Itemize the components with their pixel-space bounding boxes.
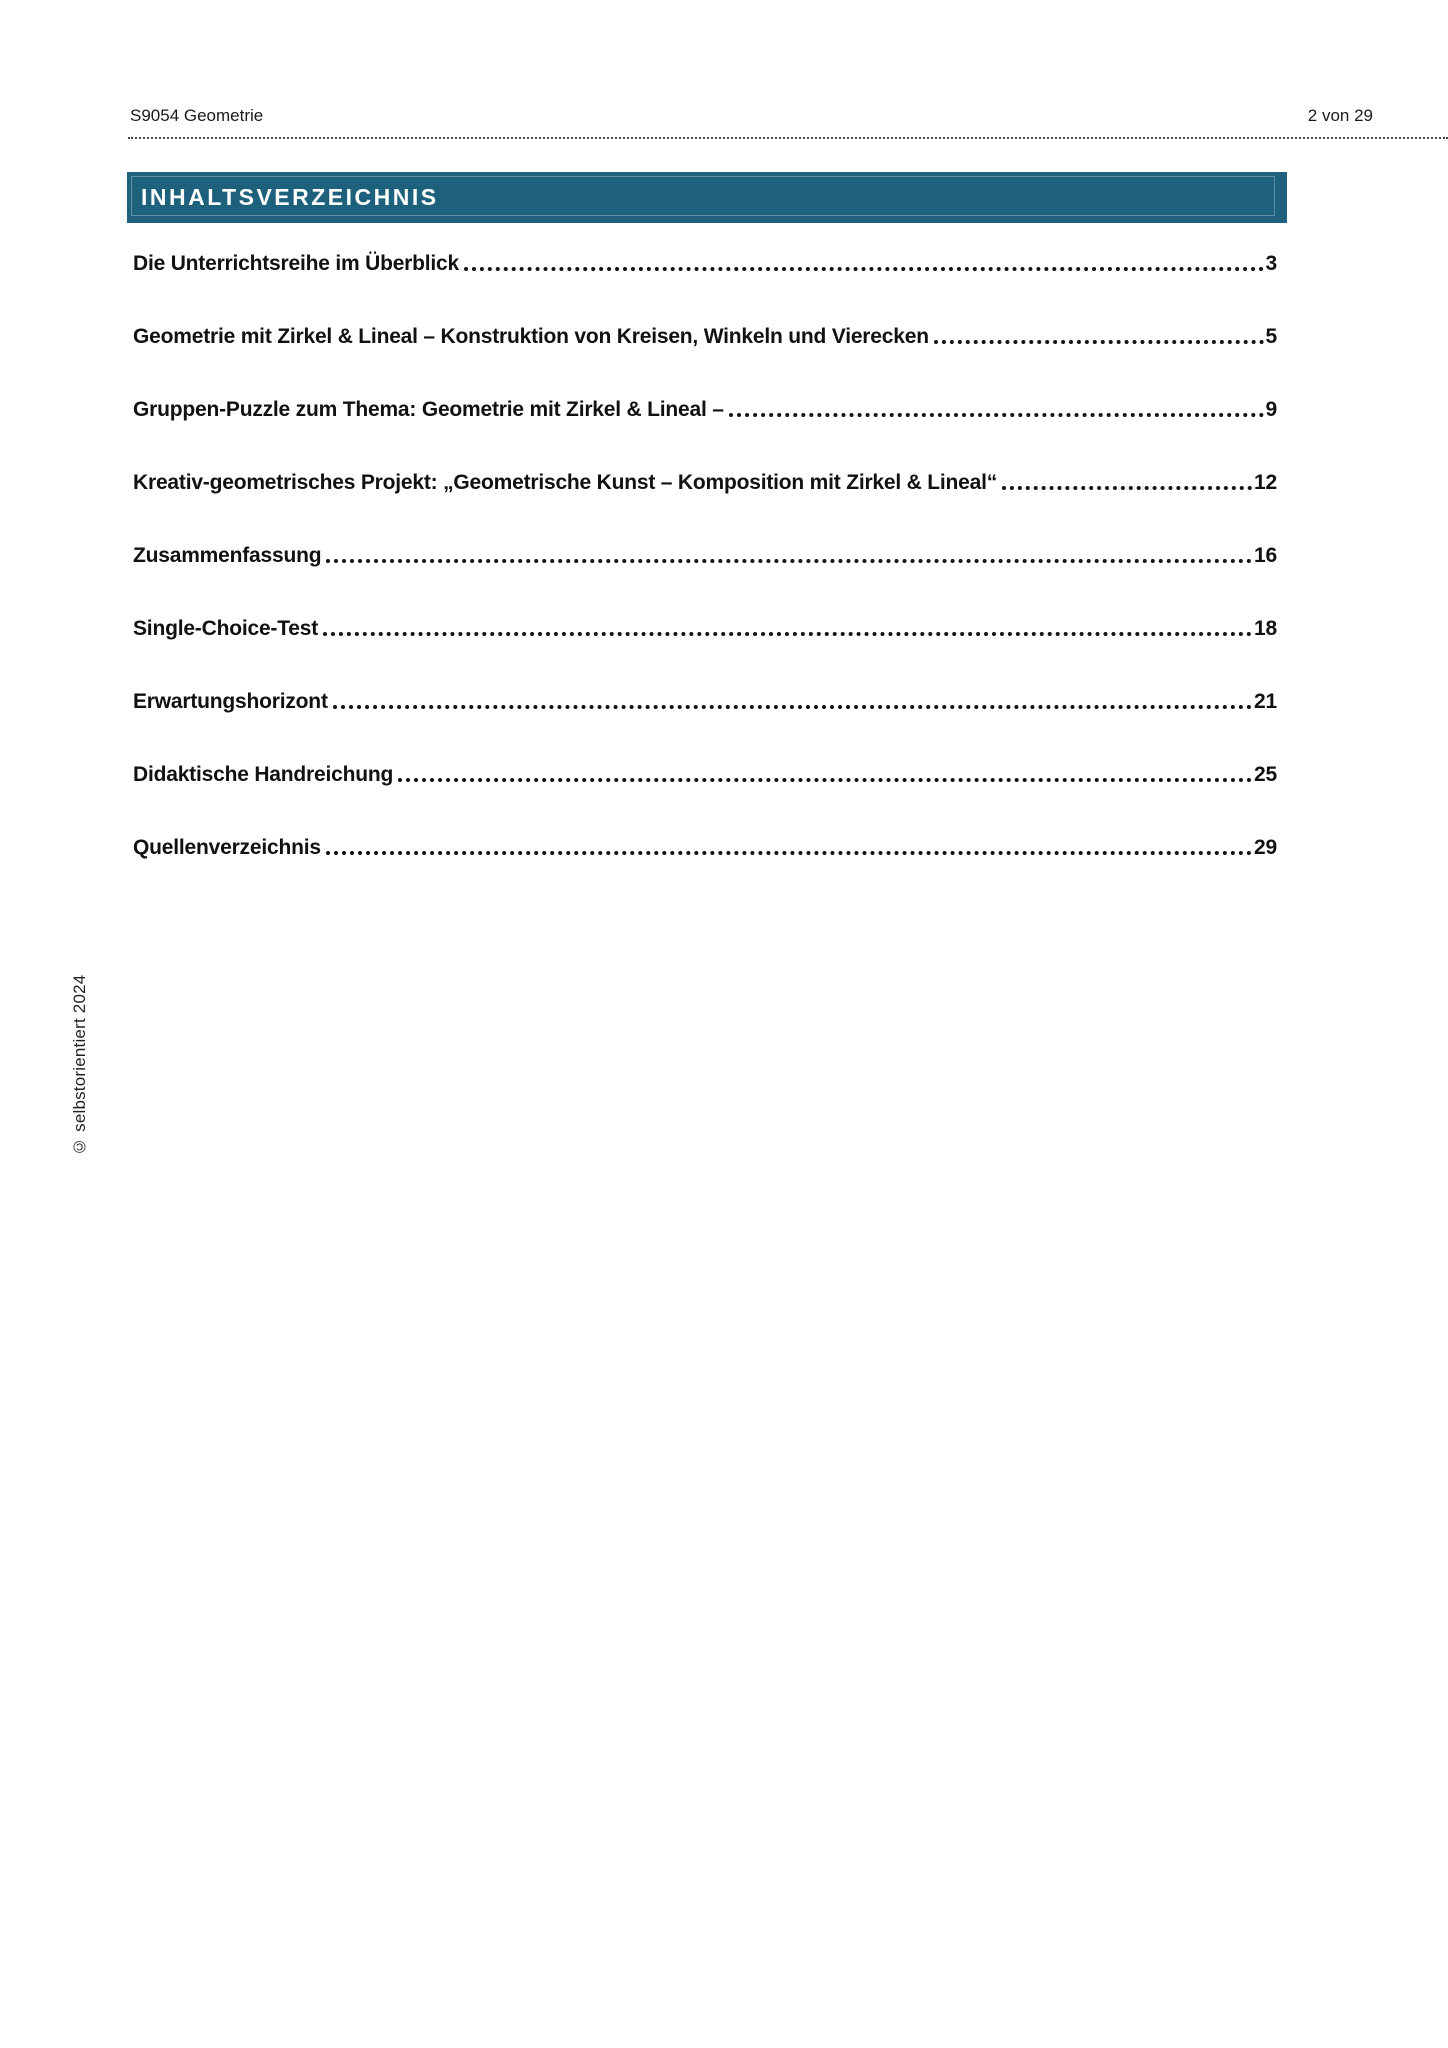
dot-leader xyxy=(729,413,1264,417)
toc-entry-quellenverzeichnis[interactable] xyxy=(133,836,1277,860)
toc-entry-page: 5 xyxy=(1265,325,1277,348)
toc-entry-single-choice-test[interactable] xyxy=(133,617,1277,641)
toc-entry-label: Quellenverzeichnis xyxy=(133,836,321,859)
toc-entry-label: Zusammenfassung xyxy=(133,544,322,567)
toc-entry-kreativ-projekt[interactable] xyxy=(133,471,1277,495)
dot-leader xyxy=(398,778,1252,782)
toc-entry-page: 9 xyxy=(1265,398,1277,421)
toc-entry-erwartungshorizont[interactable] xyxy=(133,690,1277,714)
dot-leader xyxy=(464,267,1264,271)
toc-entry-label: Kreativ-geometrisches Projekt: „Geometrische Kunst – Komposition mit Zirkel & Lineal“ xyxy=(133,471,998,494)
toc-entry-label: Didaktische Handreichung xyxy=(133,763,394,786)
toc-entry-page: 12 xyxy=(1254,471,1277,494)
toc-entry-zusammenfassung[interactable] xyxy=(133,544,1277,568)
toc-entry-label: Erwartungshorizont xyxy=(133,690,328,713)
dot-leader xyxy=(934,340,1264,344)
toc-entry-label: Die Unterrichtsreihe im Überblick xyxy=(133,252,460,275)
copyright-notice: © selbstorientiert 2024 xyxy=(70,974,89,1156)
page-indicator: 2 von 29 xyxy=(1307,106,1373,125)
table-of-contents xyxy=(133,252,1277,860)
toc-entry-page: 18 xyxy=(1254,617,1277,640)
running-header xyxy=(130,106,1373,126)
toc-entry-label: Gruppen-Puzzle zum Thema: Geometrie mit Zirkel & Lineal – xyxy=(133,398,724,421)
dot-leader xyxy=(323,632,1252,636)
toc-title: INHALTSVERZEICHNIS xyxy=(141,184,439,210)
dot-leader xyxy=(333,705,1252,709)
toc-entry-page: 29 xyxy=(1254,836,1277,859)
header-divider xyxy=(128,137,1448,139)
toc-entry-label: Single-Choice-Test xyxy=(133,617,319,640)
document-code: S9054 Geometrie xyxy=(130,106,264,125)
toc-entry-page: 21 xyxy=(1254,690,1277,713)
toc-title-bar xyxy=(127,172,1287,223)
dot-leader xyxy=(326,559,1252,563)
toc-entry-konstruktion[interactable] xyxy=(133,325,1277,349)
toc-entry-ueberblick[interactable] xyxy=(133,252,1277,276)
toc-entry-page: 25 xyxy=(1254,763,1277,786)
toc-entry-gruppen-puzzle[interactable] xyxy=(133,398,1277,422)
toc-entry-didaktische-handreichung[interactable] xyxy=(133,763,1277,787)
toc-entry-page: 3 xyxy=(1265,252,1277,275)
dot-leader xyxy=(326,851,1252,855)
toc-entry-page: 16 xyxy=(1254,544,1277,567)
dot-leader xyxy=(1002,486,1252,490)
toc-entry-label: Geometrie mit Zirkel & Lineal – Konstruktion von Kreisen, Winkeln und Vierecken xyxy=(133,325,929,348)
